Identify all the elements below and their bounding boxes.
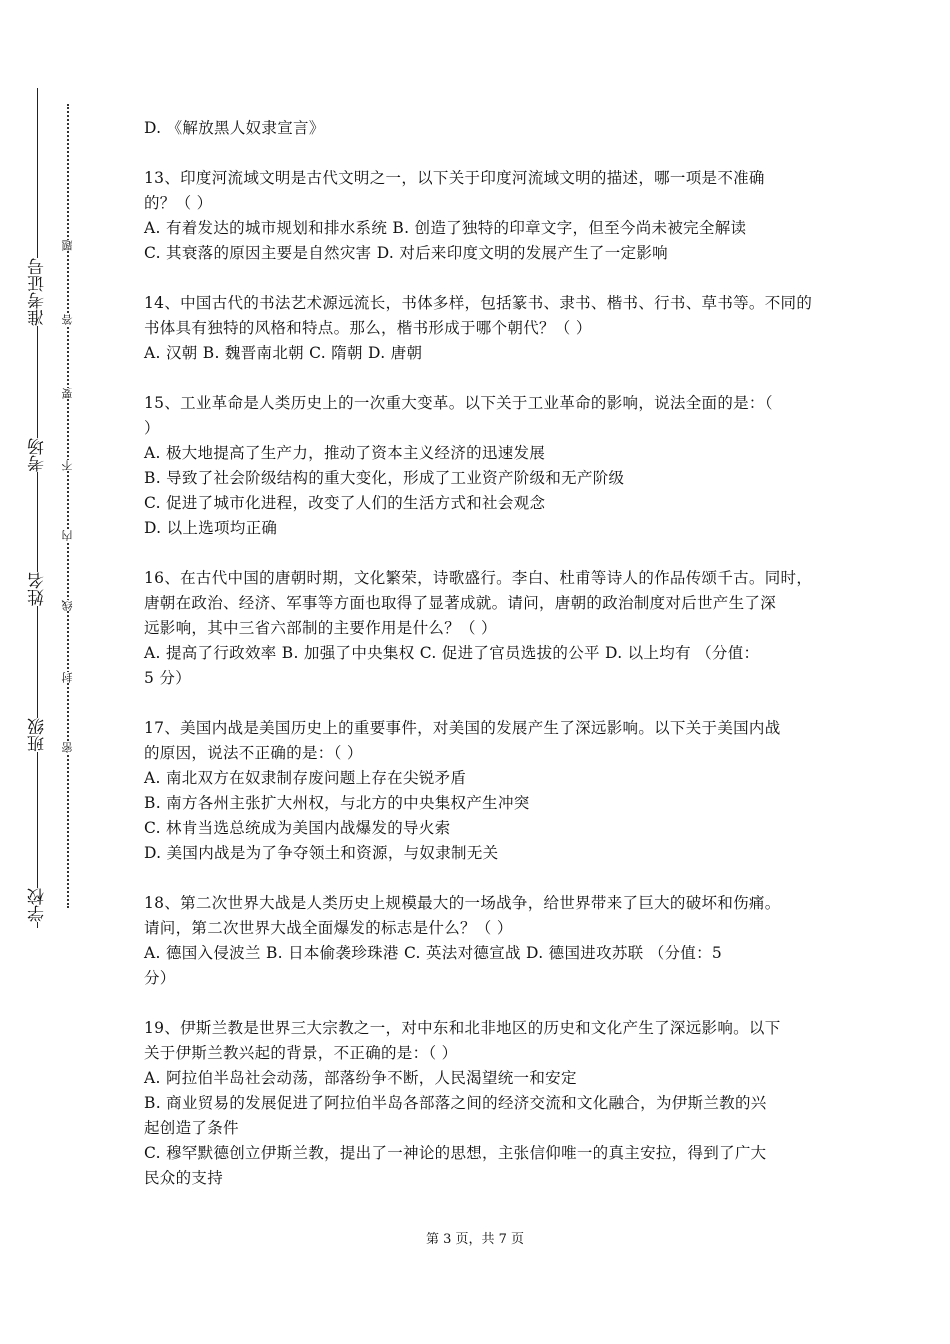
seal-char: 密 [58,742,78,753]
seal-dotted-line [67,104,69,908]
field-exam-room: 考场 [24,438,52,472]
text-line: A. 汉朝 B. 魏晋南北朝 C. 隋朝 D. 唐朝 [144,344,423,362]
blank-line [144,991,824,1016]
text-line: 请问，第二次世界大战全面爆发的标志是什么？（ ） [144,919,513,937]
seal-char: 答 [58,314,78,325]
field-exam-number: 准考证号 [24,258,52,326]
text-line: 关于伊斯兰教兴起的背景，不正确的是：（ ） [144,1044,458,1062]
text-line: 14、中国古代的书法艺术源远流长，书体多样，包括篆书、隶书、楷书、行书、草书等。不同的 [144,294,813,312]
blank-line [144,691,824,716]
text-line: D. 美国内战是为了争夺领土和资源，与奴隶制无关 [144,844,499,862]
text-line: B. 导致了社会阶级结构的重大变化，形成了工业资产阶级和无产阶级 [144,469,625,487]
seal-char: 内 [58,530,78,541]
binding-margin [0,0,110,1344]
blank-line [144,266,824,291]
text-line: A. 阿拉伯半岛社会动荡，部落纷争不断，人民渴望统一和安定 [144,1069,577,1087]
blank-line [144,866,824,891]
text-line: A. 极大地提高了生产力，推动了资本主义经济的迅速发展 [144,444,546,462]
text-line: 18、第二次世界大战是人类历史上规模最大的一场战争，给世界带来了巨大的破坏和伤痛。 [144,894,781,912]
text-line: 的原因，说法不正确的是：（ ） [144,744,363,762]
text-line: A. 德国入侵波兰 B. 日本偷袭珍珠港 C. 英法对德宣战 D. 德国进攻苏联 （分值：5 [144,944,723,962]
text-line: 13、印度河流域文明是古代文明之一，以下关于印度河流域文明的描述，哪一项是不准确 [144,169,765,187]
text-line: 17、美国内战是美国历史上的重要事件，对美国的发展产生了深远影响。以下关于美国内战 [144,719,781,737]
text-line: 起创造了条件 [144,1119,239,1137]
text-line: 远影响，其中三省六部制的主要作用是什么？（ ） [144,619,497,637]
seal-char: 线 [58,600,78,611]
text-line: 19、伊斯兰教是世界三大宗教之一，对中东和北非地区的历史和文化产生了深远影响。以下 [144,1019,781,1037]
seal-char: 题 [58,240,78,251]
page-footer: 第 3 页，共 7 页 [425,1232,525,1247]
text-line: A. 有着发达的城市规划和排水系统 B. 创造了独特的印章文字，但至今尚未被完全解读 [144,219,747,237]
blank-line [144,541,824,566]
field-class: 班级 [24,718,52,752]
blank-line [144,141,824,166]
text-line: C. 林肯当选总统成为美国内战爆发的导火索 [144,819,451,837]
text-line: 书体具有独特的风格和特点。那么，楷书形成于哪个朝代？（ ） [144,319,592,337]
text-line: 民众的支持 [144,1169,224,1187]
seal-char: 封 [58,672,78,683]
text-line: A. 提高了行政效率 B. 加强了中央集权 C. 促进了官员选拔的公平 D. 以上均有 （分值： [144,644,760,662]
text-line: 15、工业革命是人类历史上的一次重大变革。以下关于工业革命的影响，说法全面的是：（ [144,394,773,412]
text-line: D. 《解放黑人奴隶宣言》 [144,119,325,137]
text-line: 的？（ ） [144,194,213,212]
seal-char: 不 [58,460,78,471]
seal-char: 要 [58,388,78,399]
text-line: D. 以上选项均正确 [144,519,278,537]
field-name: 姓名 [24,572,52,606]
text-line: 16、在古代中国的唐朝时期，文化繁荣，诗歌盛行。李白、杜甫等诗人的作品传颂千古。同时， [144,569,813,587]
field-school: 学校 [24,888,52,922]
text-line: C. 其衰落的原因主要是自然灾害 D. 对后来印度文明的发展产生了一定影响 [144,244,668,262]
text-line: A. 南北双方在奴隶制存废问题上存在尖锐矛盾 [144,769,467,787]
text-line: 5 分） [144,669,191,687]
text-line: B. 商业贸易的发展促进了阿拉伯半岛各部落之间的经济交流和文化融合，为伊斯兰教的兴 [144,1094,767,1112]
text-line: 分） [144,969,176,987]
text-line: 唐朝在政治、经济、军事等方面也取得了显著成就。请问，唐朝的政治制度对后世产生了深 [144,594,777,612]
text-line: C. 促进了城市化进程，改变了人们的生活方式和社会观念 [144,494,546,512]
text-line: B. 南方各州主张扩大州权，与北方的中央集权产生冲突 [144,794,530,812]
binding-solid-line [37,88,38,928]
text-line: ） [144,419,160,437]
blank-line [144,366,824,391]
text-line: C. 穆罕默德创立伊斯兰教，提出了一神论的思想，主张信仰唯一的真主安拉，得到了广大 [144,1144,767,1162]
exam-content [144,116,824,1191]
